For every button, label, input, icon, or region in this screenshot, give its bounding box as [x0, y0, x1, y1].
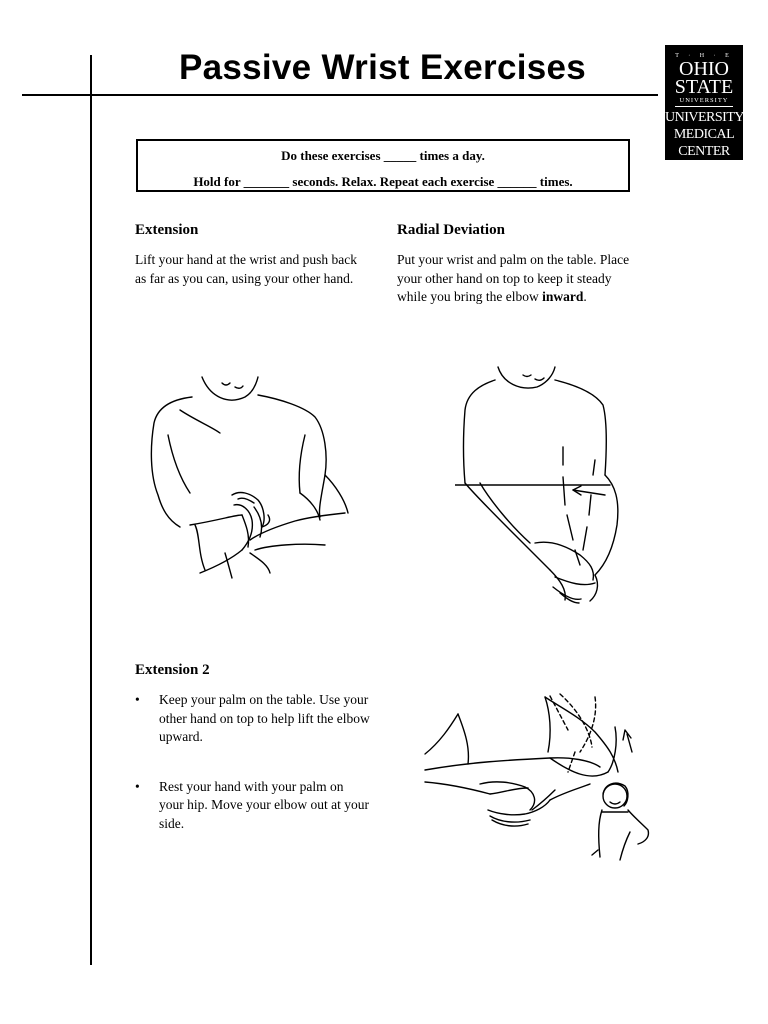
extension-text: Lift your hand at the wrist and push back as far as you can, using your other hand.: [135, 252, 357, 286]
list-item: [135, 778, 370, 834]
extension-2-heading: Extension 2: [135, 662, 210, 678]
radial-deviation-text-bold: inward: [542, 289, 584, 304]
radial-deviation-text: [397, 251, 642, 307]
logo-center: CENTER: [678, 144, 730, 159]
vertical-rule: [90, 55, 92, 965]
logo-state: STATE: [674, 76, 734, 98]
logo-ohio: OHIO: [679, 58, 729, 80]
radial-deviation-text-start: Put your wrist and palm on the table. Place your other hand on top to keep it steady while you bring the elbow: [397, 252, 630, 304]
logo-rule: [675, 106, 733, 107]
bullet-icon: •: [135, 778, 140, 794]
logo-medical: MEDICAL: [673, 127, 735, 142]
radial-deviation-illustration-icon: [455, 365, 635, 610]
page-title: Passive Wrist Exercises: [178, 48, 587, 87]
radial-deviation-heading: Radial Deviation: [397, 222, 505, 238]
extension-2-list: [135, 691, 370, 833]
logo-university: UNIVERSITY: [665, 110, 744, 125]
instructions-box: [136, 139, 630, 192]
list-item-text: Rest your hand with your palm on your hip. Move your elbow out at your side.: [159, 778, 369, 831]
extension-heading: Extension: [135, 222, 199, 238]
osu-medical-center-logo: [665, 45, 743, 160]
instructions-line-2: Hold for _______ seconds. Relax. Repeat each exercise ______ times.: [193, 174, 573, 189]
radial-deviation-text-end: .: [583, 289, 587, 304]
logo-university-small: UNIVERSITY: [679, 97, 729, 104]
list-item: [135, 691, 370, 747]
logo-the: T · H · E: [675, 53, 733, 59]
instructions-line-1: Do these exercises _____ times a day.: [281, 148, 485, 163]
bullet-icon: •: [135, 692, 140, 707]
extension-illustration-icon: [150, 375, 355, 580]
list-item-text: Keep your palm on the table. Use your other hand on top to help lift the elbow upward.: [159, 692, 370, 744]
horizontal-rule: [22, 94, 658, 96]
extension-2-illustration-icon: [420, 692, 660, 862]
